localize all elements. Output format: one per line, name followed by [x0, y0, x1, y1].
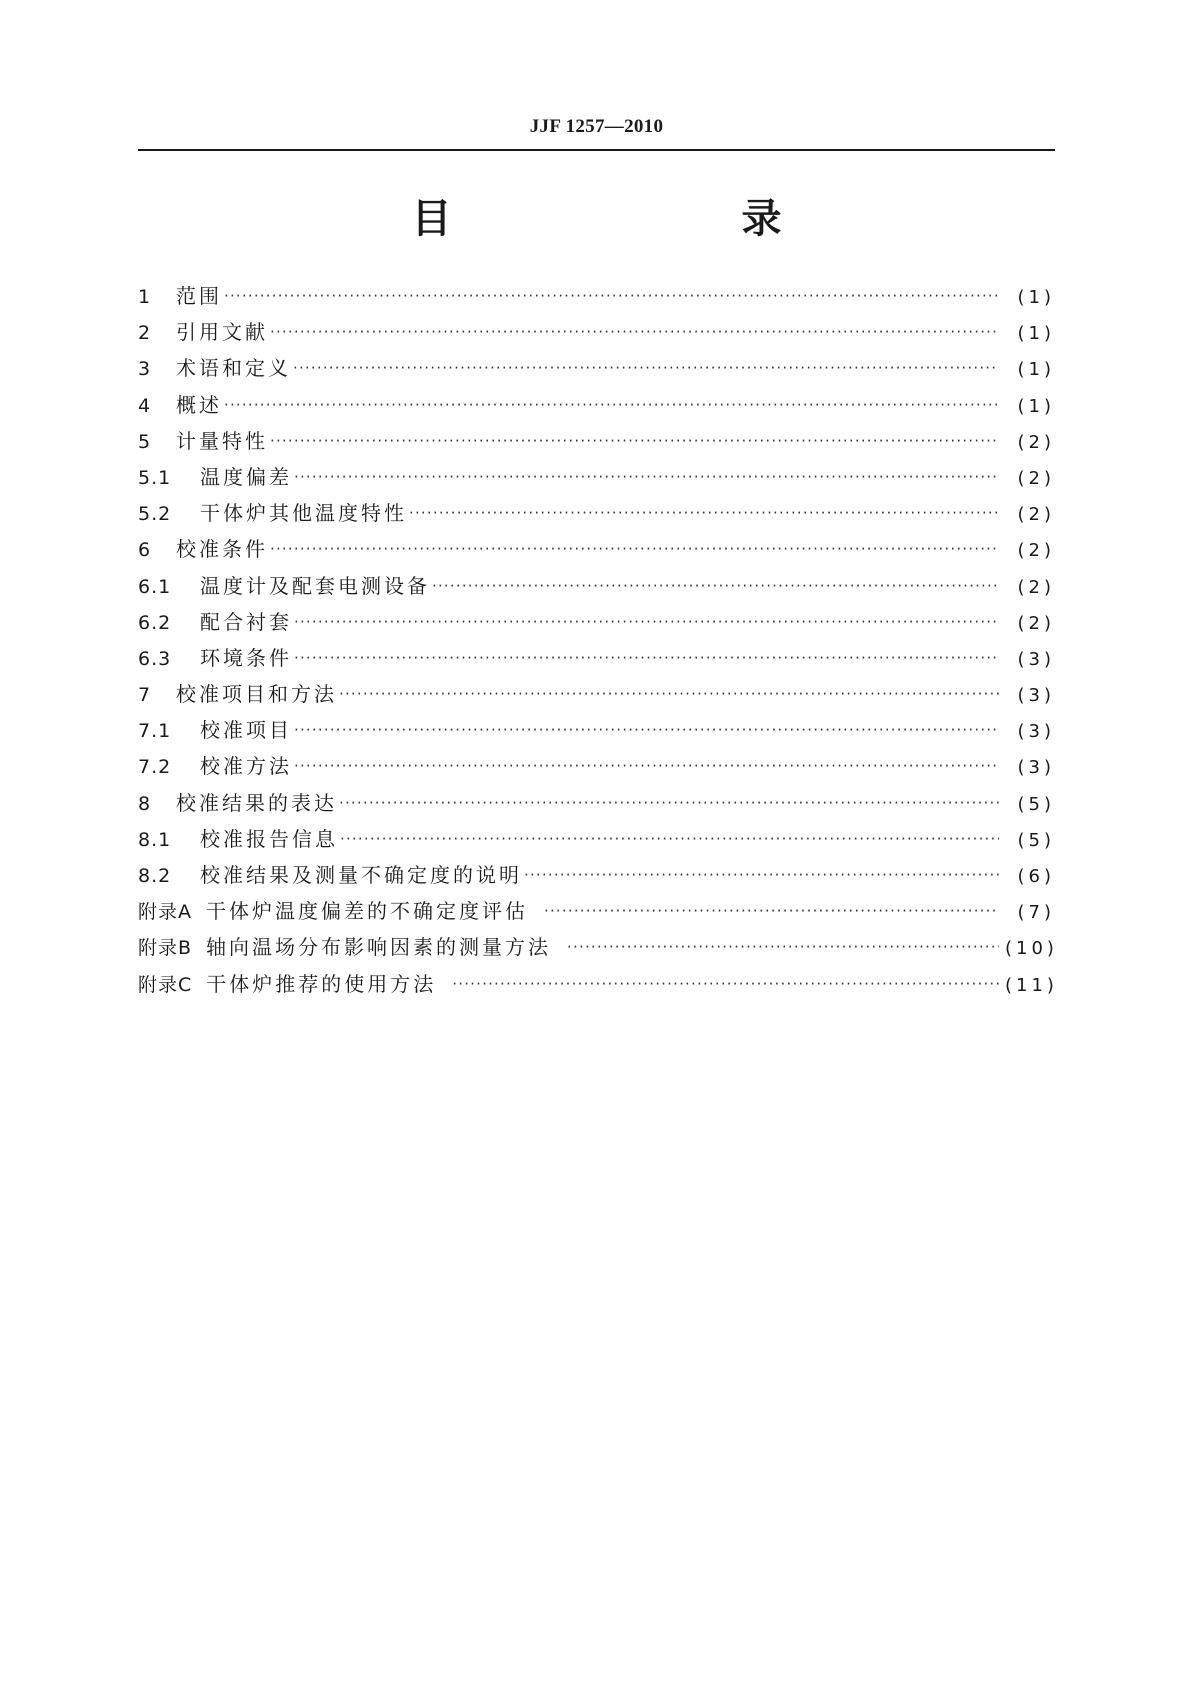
toc-entry-title: 术语和定义	[176, 356, 291, 381]
toc-entry-page: (1)	[1017, 395, 1055, 417]
toc-entry-title: 干体炉其他温度特性	[200, 501, 407, 526]
toc-title: 目 录	[411, 196, 852, 242]
toc-entry-number: 3	[138, 358, 152, 381]
toc-entry[interactable]	[138, 712, 1055, 748]
toc-entry[interactable]	[138, 748, 1055, 784]
toc-entry-page: (3)	[1017, 685, 1055, 707]
toc-entry-page: (11)	[1005, 974, 1058, 996]
toc-dot-leader	[293, 348, 999, 386]
toc-entry-number: 6.3	[138, 647, 172, 670]
toc-dot-leader	[340, 819, 999, 857]
toc-dot-leader	[409, 493, 999, 531]
toc-entry-title: 校准结果的表达	[176, 790, 337, 815]
toc-entry-number: 7	[138, 684, 152, 707]
toc-entry-title: 校准结果及测量不确定度的说明	[200, 863, 522, 887]
toc-entry-title: 校准方法	[200, 754, 292, 779]
toc-dot-leader	[294, 638, 999, 676]
toc-entry-number: 附录C	[138, 973, 193, 996]
toc-entry[interactable]	[138, 785, 1055, 821]
toc-entry-number: 1	[138, 286, 152, 308]
toc-entry-title: 概述	[176, 392, 222, 417]
toc-entry-title: 干体炉推荐的使用方法	[206, 971, 437, 996]
toc-entry[interactable]	[138, 459, 1055, 495]
toc-entry-page: (5)	[1017, 793, 1055, 815]
toc-entry-page: (7)	[1017, 902, 1055, 924]
toc-entry-title: 轴向温场分布影响因素的测量方法	[206, 935, 552, 960]
toc-entry-number: 8.2	[138, 865, 172, 887]
toc-entry-page: (5)	[1017, 829, 1055, 851]
toc-dot-leader	[270, 529, 999, 567]
toc-dot-leader	[294, 710, 999, 748]
toc-entry-title: 校准报告信息	[200, 826, 338, 851]
toc-entry-number: 4	[138, 394, 152, 417]
toc-entry-number: 8	[138, 792, 152, 815]
toc-entry[interactable]	[138, 387, 1055, 423]
toc-entry-number: 5	[138, 430, 152, 453]
table-of-contents	[138, 278, 1058, 1002]
toc-entry-title: 环境条件	[200, 645, 292, 670]
toc-dot-leader	[294, 746, 999, 784]
toc-dot-leader	[270, 421, 999, 459]
toc-entry-number: 附录B	[138, 937, 193, 960]
toc-entry[interactable]	[138, 531, 1055, 567]
toc-entry-title: 温度计及配套电测设备	[200, 573, 430, 598]
toc-entry-page: (2)	[1017, 576, 1055, 598]
toc-entry-number: 8.1	[138, 828, 172, 851]
toc-dot-leader	[544, 891, 999, 929]
toc-entry[interactable]	[138, 350, 1055, 386]
toc-entry-title: 范围	[176, 284, 222, 308]
toc-entry[interactable]	[138, 423, 1055, 459]
document-code-header: JJF 1257—2010	[529, 116, 664, 137]
toc-dot-leader	[339, 674, 999, 712]
toc-dot-leader	[224, 276, 999, 314]
toc-entry-number: 6.1	[138, 575, 172, 598]
toc-entry-title: 干体炉温度偏差的不确定度评估	[206, 899, 528, 924]
toc-entry-number: 附录A	[138, 901, 192, 924]
header-divider	[138, 149, 1055, 151]
toc-entry[interactable]	[138, 495, 1055, 531]
toc-entry-number: 5.1	[138, 466, 172, 489]
toc-entry[interactable]	[138, 314, 1055, 350]
toc-entry-number: 7.2	[138, 756, 172, 779]
toc-entry[interactable]	[138, 966, 1058, 1002]
toc-entry-page: (1)	[1017, 323, 1055, 345]
toc-entry-page: (2)	[1017, 431, 1055, 453]
toc-entry-title: 校准条件	[176, 537, 268, 562]
toc-entry-number: 7.1	[138, 720, 172, 743]
toc-entry-title: 引用文献	[176, 320, 268, 345]
toc-entry[interactable]	[138, 568, 1055, 604]
toc-entry-page: (1)	[1017, 287, 1055, 308]
toc-entry-title: 温度偏差	[200, 464, 292, 489]
toc-entry-page: (2)	[1017, 540, 1055, 562]
toc-entry-title: 校准项目	[200, 718, 292, 743]
toc-dot-leader	[567, 927, 999, 965]
toc-dot-leader	[224, 385, 999, 423]
toc-entry-page: (10)	[1005, 938, 1058, 960]
toc-entry-page: (6)	[1017, 866, 1055, 887]
toc-entry[interactable]	[138, 676, 1055, 712]
toc-entry-number: 6	[138, 539, 152, 562]
toc-entry[interactable]	[138, 640, 1055, 676]
toc-entry-page: (2)	[1017, 612, 1055, 634]
toc-entry-number: 6.2	[138, 611, 172, 634]
toc-entry[interactable]	[138, 857, 1055, 893]
toc-dot-leader	[294, 457, 999, 495]
toc-entry-page: (3)	[1017, 757, 1055, 779]
toc-entry-page: (3)	[1017, 648, 1055, 670]
toc-dot-leader	[339, 783, 999, 821]
toc-entry[interactable]	[138, 821, 1055, 857]
toc-entry-number: 2	[138, 322, 152, 345]
toc-dot-leader	[524, 855, 999, 893]
toc-entry-page: (2)	[1017, 467, 1055, 489]
toc-entry-page: (2)	[1017, 504, 1055, 526]
toc-entry[interactable]	[138, 278, 1055, 314]
toc-entry-page: (1)	[1017, 359, 1055, 381]
toc-dot-leader	[270, 312, 999, 350]
toc-entry[interactable]	[138, 929, 1058, 965]
toc-entry-title: 校准项目和方法	[176, 682, 337, 707]
toc-entry-page: (3)	[1017, 721, 1055, 743]
toc-entry[interactable]	[138, 604, 1055, 640]
toc-dot-leader	[294, 602, 999, 640]
toc-entry-number: 5.2	[138, 503, 172, 526]
toc-dot-leader	[432, 566, 999, 604]
toc-entry-title: 配合衬套	[200, 609, 292, 634]
toc-entry[interactable]	[138, 893, 1055, 929]
toc-entry-title: 计量特性	[176, 428, 268, 453]
toc-dot-leader	[452, 964, 999, 1002]
